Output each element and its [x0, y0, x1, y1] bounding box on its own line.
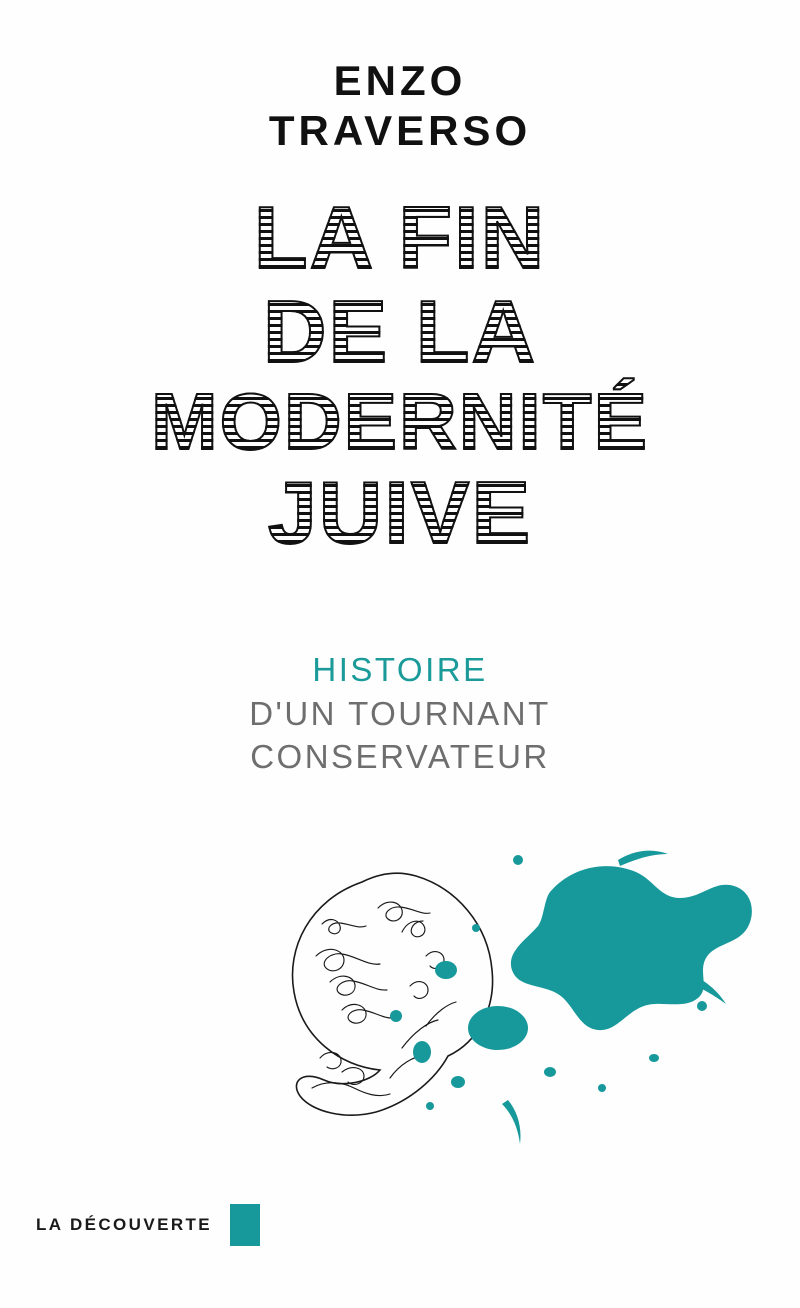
title-line-4: JUIVE — [0, 470, 800, 556]
publisher-logo-icon — [230, 1204, 260, 1246]
page-title — [0, 188, 800, 564]
publisher-name: LA DÉCOUVERTE — [36, 1215, 213, 1234]
cover-artwork — [250, 820, 790, 1190]
title-line-2: DE LA — [0, 289, 800, 375]
subtitle-block — [0, 648, 800, 779]
ink-splatter-icon — [390, 851, 752, 1144]
title-line-3: MODERNITÉ — [0, 383, 800, 461]
handwriting-scribbles — [312, 902, 456, 1096]
subtitle-line-1: HISTOIRE — [312, 651, 488, 688]
publisher-row — [36, 1204, 260, 1246]
subtitle-line-2: D'UN TOURNANT — [249, 694, 551, 732]
author-name-line-1: ENZO — [333, 57, 467, 104]
subtitle-line-3: CONSERVATEUR — [250, 738, 550, 776]
author-name-line-2: TRAVERSO — [268, 106, 532, 154]
title-line-1: LA FIN — [0, 195, 800, 281]
author-block — [0, 56, 800, 155]
